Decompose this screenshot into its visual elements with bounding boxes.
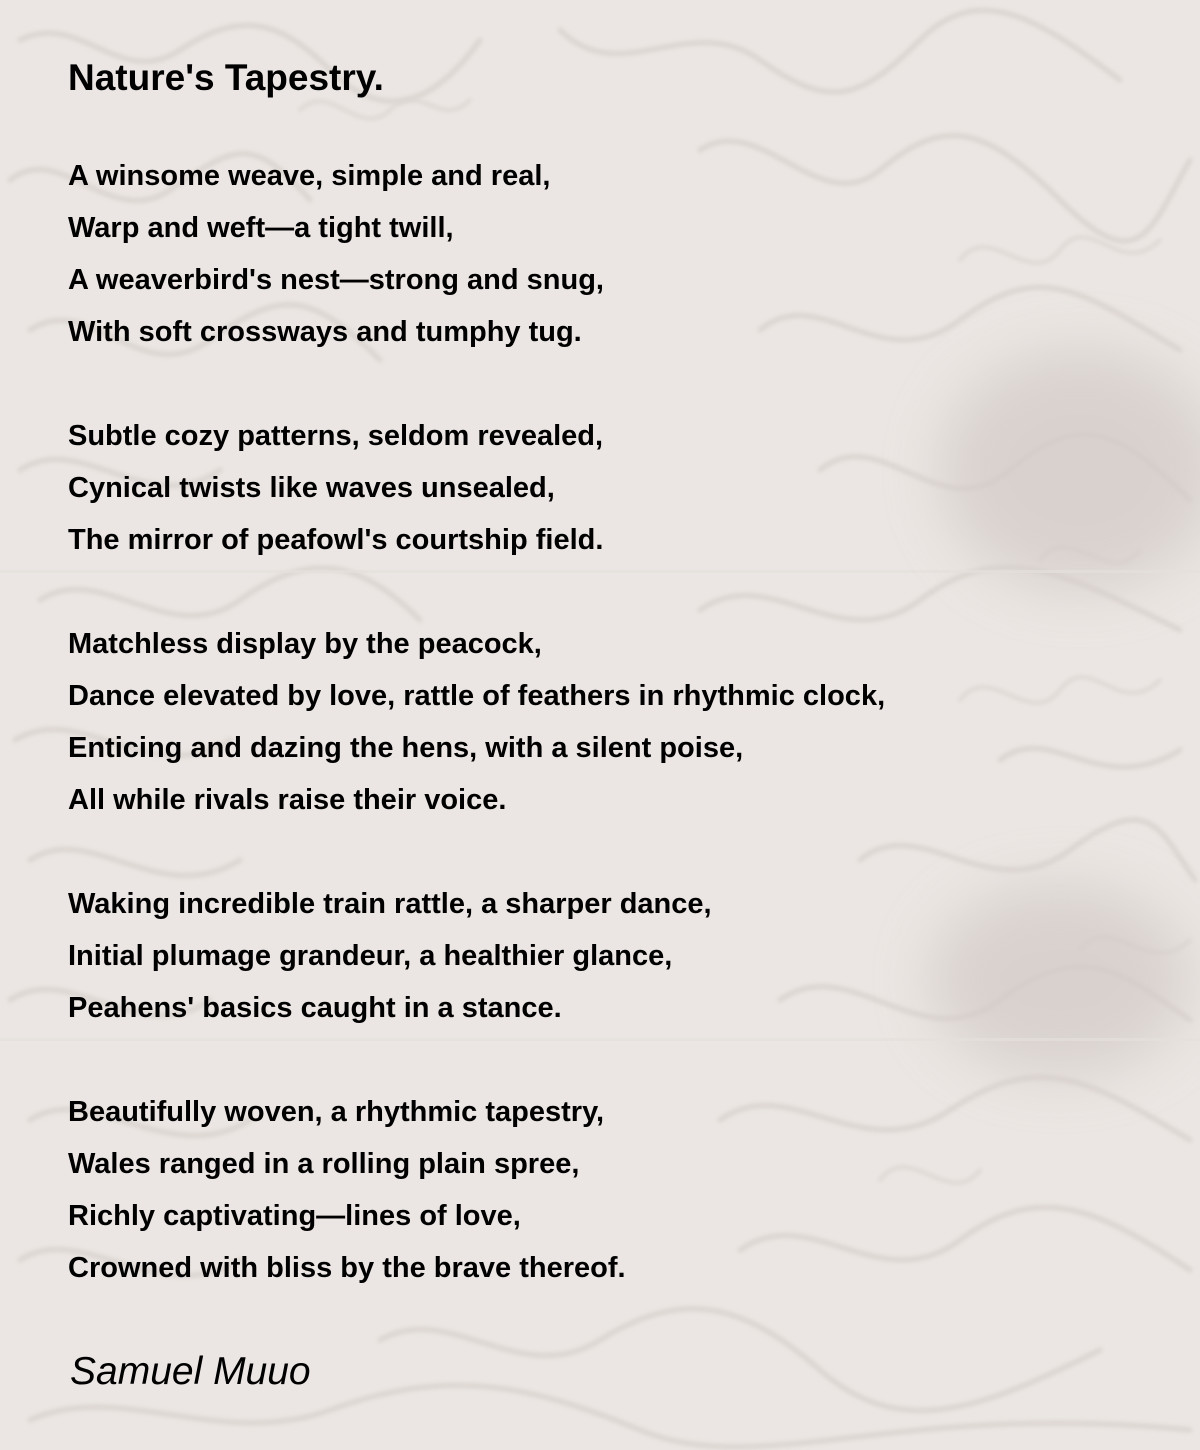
poem-line: Initial plumage grandeur, a healthier glance, (68, 940, 673, 972)
poem-line: Crowned with bliss by the brave thereof. (68, 1252, 626, 1284)
stanza (68, 150, 1148, 358)
poem-line: Dance elevated by love, rattle of feathers in rhythmic clock, (68, 680, 886, 712)
poem-line: With soft crossways and tumphy tug. (68, 316, 582, 348)
poem-line: Peahens' basics caught in a stance. (68, 992, 562, 1024)
stanza-list (68, 150, 1148, 1294)
stanza (68, 618, 1148, 826)
poem-title: Nature's Tapestry. (68, 57, 384, 98)
poem-line: Richly captivating—lines of love, (68, 1200, 521, 1232)
poem-line: Cynical twists like waves unsealed, (68, 472, 555, 504)
poem-author: Samuel Muuo (70, 1350, 311, 1393)
poem-line: Waking incredible train rattle, a sharper dance, (68, 888, 712, 920)
stanza (68, 1086, 1148, 1294)
poem-line: Enticing and dazing the hens, with a silent poise, (68, 732, 744, 764)
poem-line: Wales ranged in a rolling plain spree, (68, 1148, 580, 1180)
poem-line: The mirror of peafowl's courtship field. (68, 524, 604, 556)
poem-line: Beautifully woven, a rhythmic tapestry, (68, 1096, 605, 1128)
stanza (68, 410, 1148, 566)
poem-line: A weaverbird's nest—strong and snug, (68, 264, 604, 296)
poem-body (68, 52, 1148, 1346)
poem-line: Subtle cozy patterns, seldom revealed, (68, 420, 604, 452)
poem-line: A winsome weave, simple and real, (68, 160, 551, 192)
stanza (68, 878, 1148, 1034)
poem-line: Warp and weft—a tight twill, (68, 212, 454, 244)
poem-line: All while rivals raise their voice. (68, 784, 507, 816)
poem-line: Matchless display by the peacock, (68, 628, 542, 660)
